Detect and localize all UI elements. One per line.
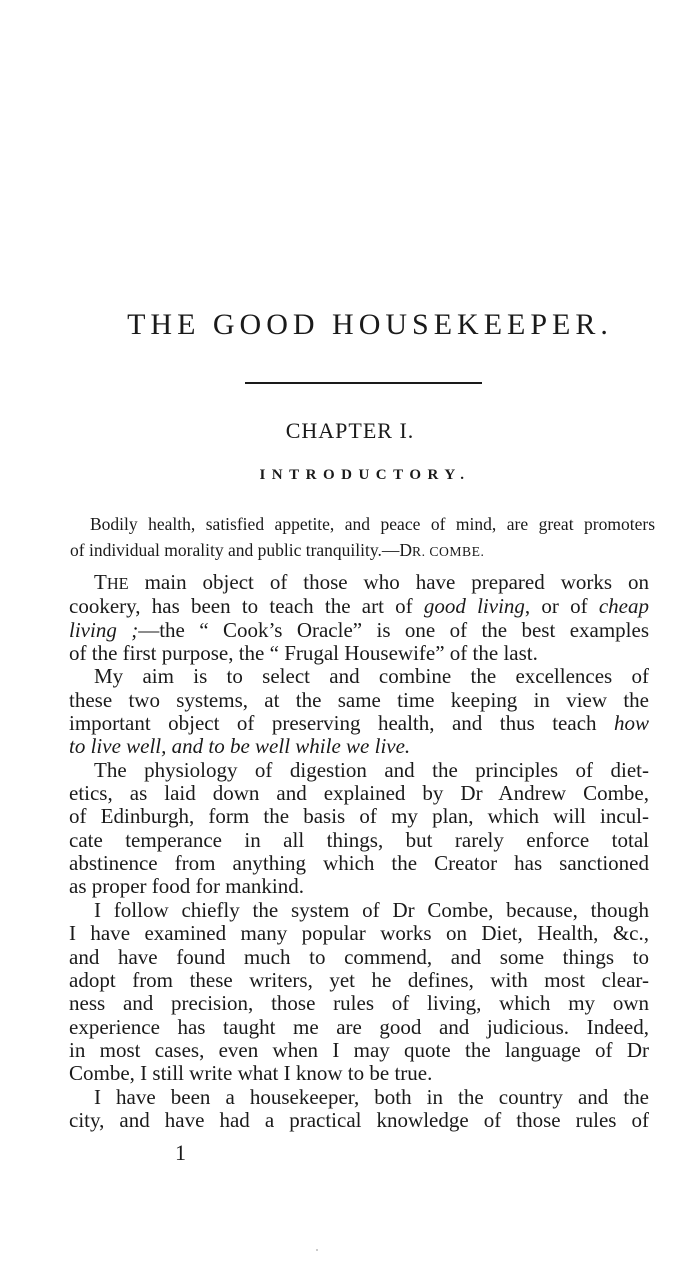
text-run: ness and precision, those rules of living, which my own <box>69 991 649 1016</box>
text-line <box>69 875 649 898</box>
text-line <box>69 1016 649 1039</box>
title-divider <box>245 382 482 384</box>
text-run: abstinence from anything which the Creator has sanctioned <box>69 851 649 876</box>
text-line <box>69 1086 649 1109</box>
text-line <box>69 782 649 805</box>
text-run: Combe, I still write what I know to be true. <box>69 1061 433 1086</box>
text-run: cate temperance in all things, but rarely enforce total <box>69 827 649 852</box>
text-run: adopt from these writers, yet he defines, with most clear- <box>69 967 649 992</box>
text-run: cookery, has been to teach the art of <box>69 594 424 619</box>
text-line <box>69 1039 649 1062</box>
text-run: The physiology of digestion and the principles of diet- <box>94 757 649 782</box>
epigraph-line <box>70 537 655 565</box>
text-run: , or of <box>524 594 599 619</box>
text-run: experience has taught me are good and judicious. Indeed, <box>69 1014 649 1039</box>
text-line <box>69 992 649 1015</box>
text-run: —the “ Cook’s Oracle” is one of the best examples <box>138 617 649 642</box>
text-line <box>69 642 649 665</box>
text-run: and have found much to commend, and some things to <box>69 944 649 969</box>
text-run: My aim is to select and combine the excellences of <box>94 664 649 689</box>
italic-text: how <box>613 711 649 736</box>
body-text <box>69 571 649 1132</box>
text-run: of Edinburgh, form the basis of my plan, which will incul- <box>69 804 649 829</box>
text-line <box>69 595 649 618</box>
epigraph <box>70 511 655 565</box>
text-line <box>69 619 649 642</box>
text-run: T <box>94 570 107 594</box>
speck <box>316 1249 318 1251</box>
text-line <box>69 829 649 852</box>
text-run: main object of those who have prepared works on <box>128 570 649 594</box>
page-number: 1 <box>175 1140 186 1165</box>
chapter-heading: CHAPTER I. <box>285 418 415 443</box>
text-line <box>69 1062 649 1085</box>
book-title: THE GOOD HOUSEKEEPER. <box>127 308 613 341</box>
text-run: etics, as laid down and explained by Dr Andrew Combe, <box>69 781 649 806</box>
text-run: I have examined many popular works on Diet, Health, &c., <box>69 921 649 946</box>
text-run: these two systems, at the same time keeping in view the <box>69 687 649 712</box>
text-line <box>69 852 649 875</box>
italic-text: living ; <box>69 617 139 642</box>
epigraph-text: of individual morality and public tranquility.— <box>70 540 400 560</box>
text-run: I follow chiefly the system of Dr Combe, because, though <box>94 897 649 922</box>
text-line <box>69 899 649 922</box>
text-run: as proper food for mankind. <box>69 874 305 899</box>
italic-text: cheap <box>598 594 649 619</box>
epigraph-line: Bodily health, satisfied appetite, and peace of mind, are great promoters <box>90 514 655 534</box>
italic-text: good living <box>423 594 525 619</box>
text-line <box>69 689 649 712</box>
text-run: HE <box>106 574 129 593</box>
text-line <box>69 571 649 595</box>
text-line <box>69 946 649 969</box>
text-run: important object of preserving health, and thus teach <box>69 711 614 736</box>
text-run: of the first purpose, the “ Frugal Housewife” of the last. <box>69 641 538 666</box>
text-line <box>69 969 649 992</box>
text-line <box>69 735 649 758</box>
epigraph-author: DR. COMBE. <box>399 540 485 560</box>
text-run: in most cases, even when I may quote the language of Dr <box>69 1037 649 1062</box>
text-line <box>69 1109 649 1132</box>
text-line <box>69 922 649 945</box>
text-line <box>69 759 649 782</box>
text-line <box>69 665 649 688</box>
chapter-subtitle: INTRODUCTORY. <box>259 467 471 483</box>
italic-text: to live well, and to be well while we live. <box>69 734 411 759</box>
text-run: I have been a housekeeper, both in the country and the <box>94 1084 649 1109</box>
text-line <box>69 712 649 735</box>
text-line <box>69 805 649 828</box>
text-run: city, and have had a practical knowledge of those rules of <box>69 1107 649 1132</box>
